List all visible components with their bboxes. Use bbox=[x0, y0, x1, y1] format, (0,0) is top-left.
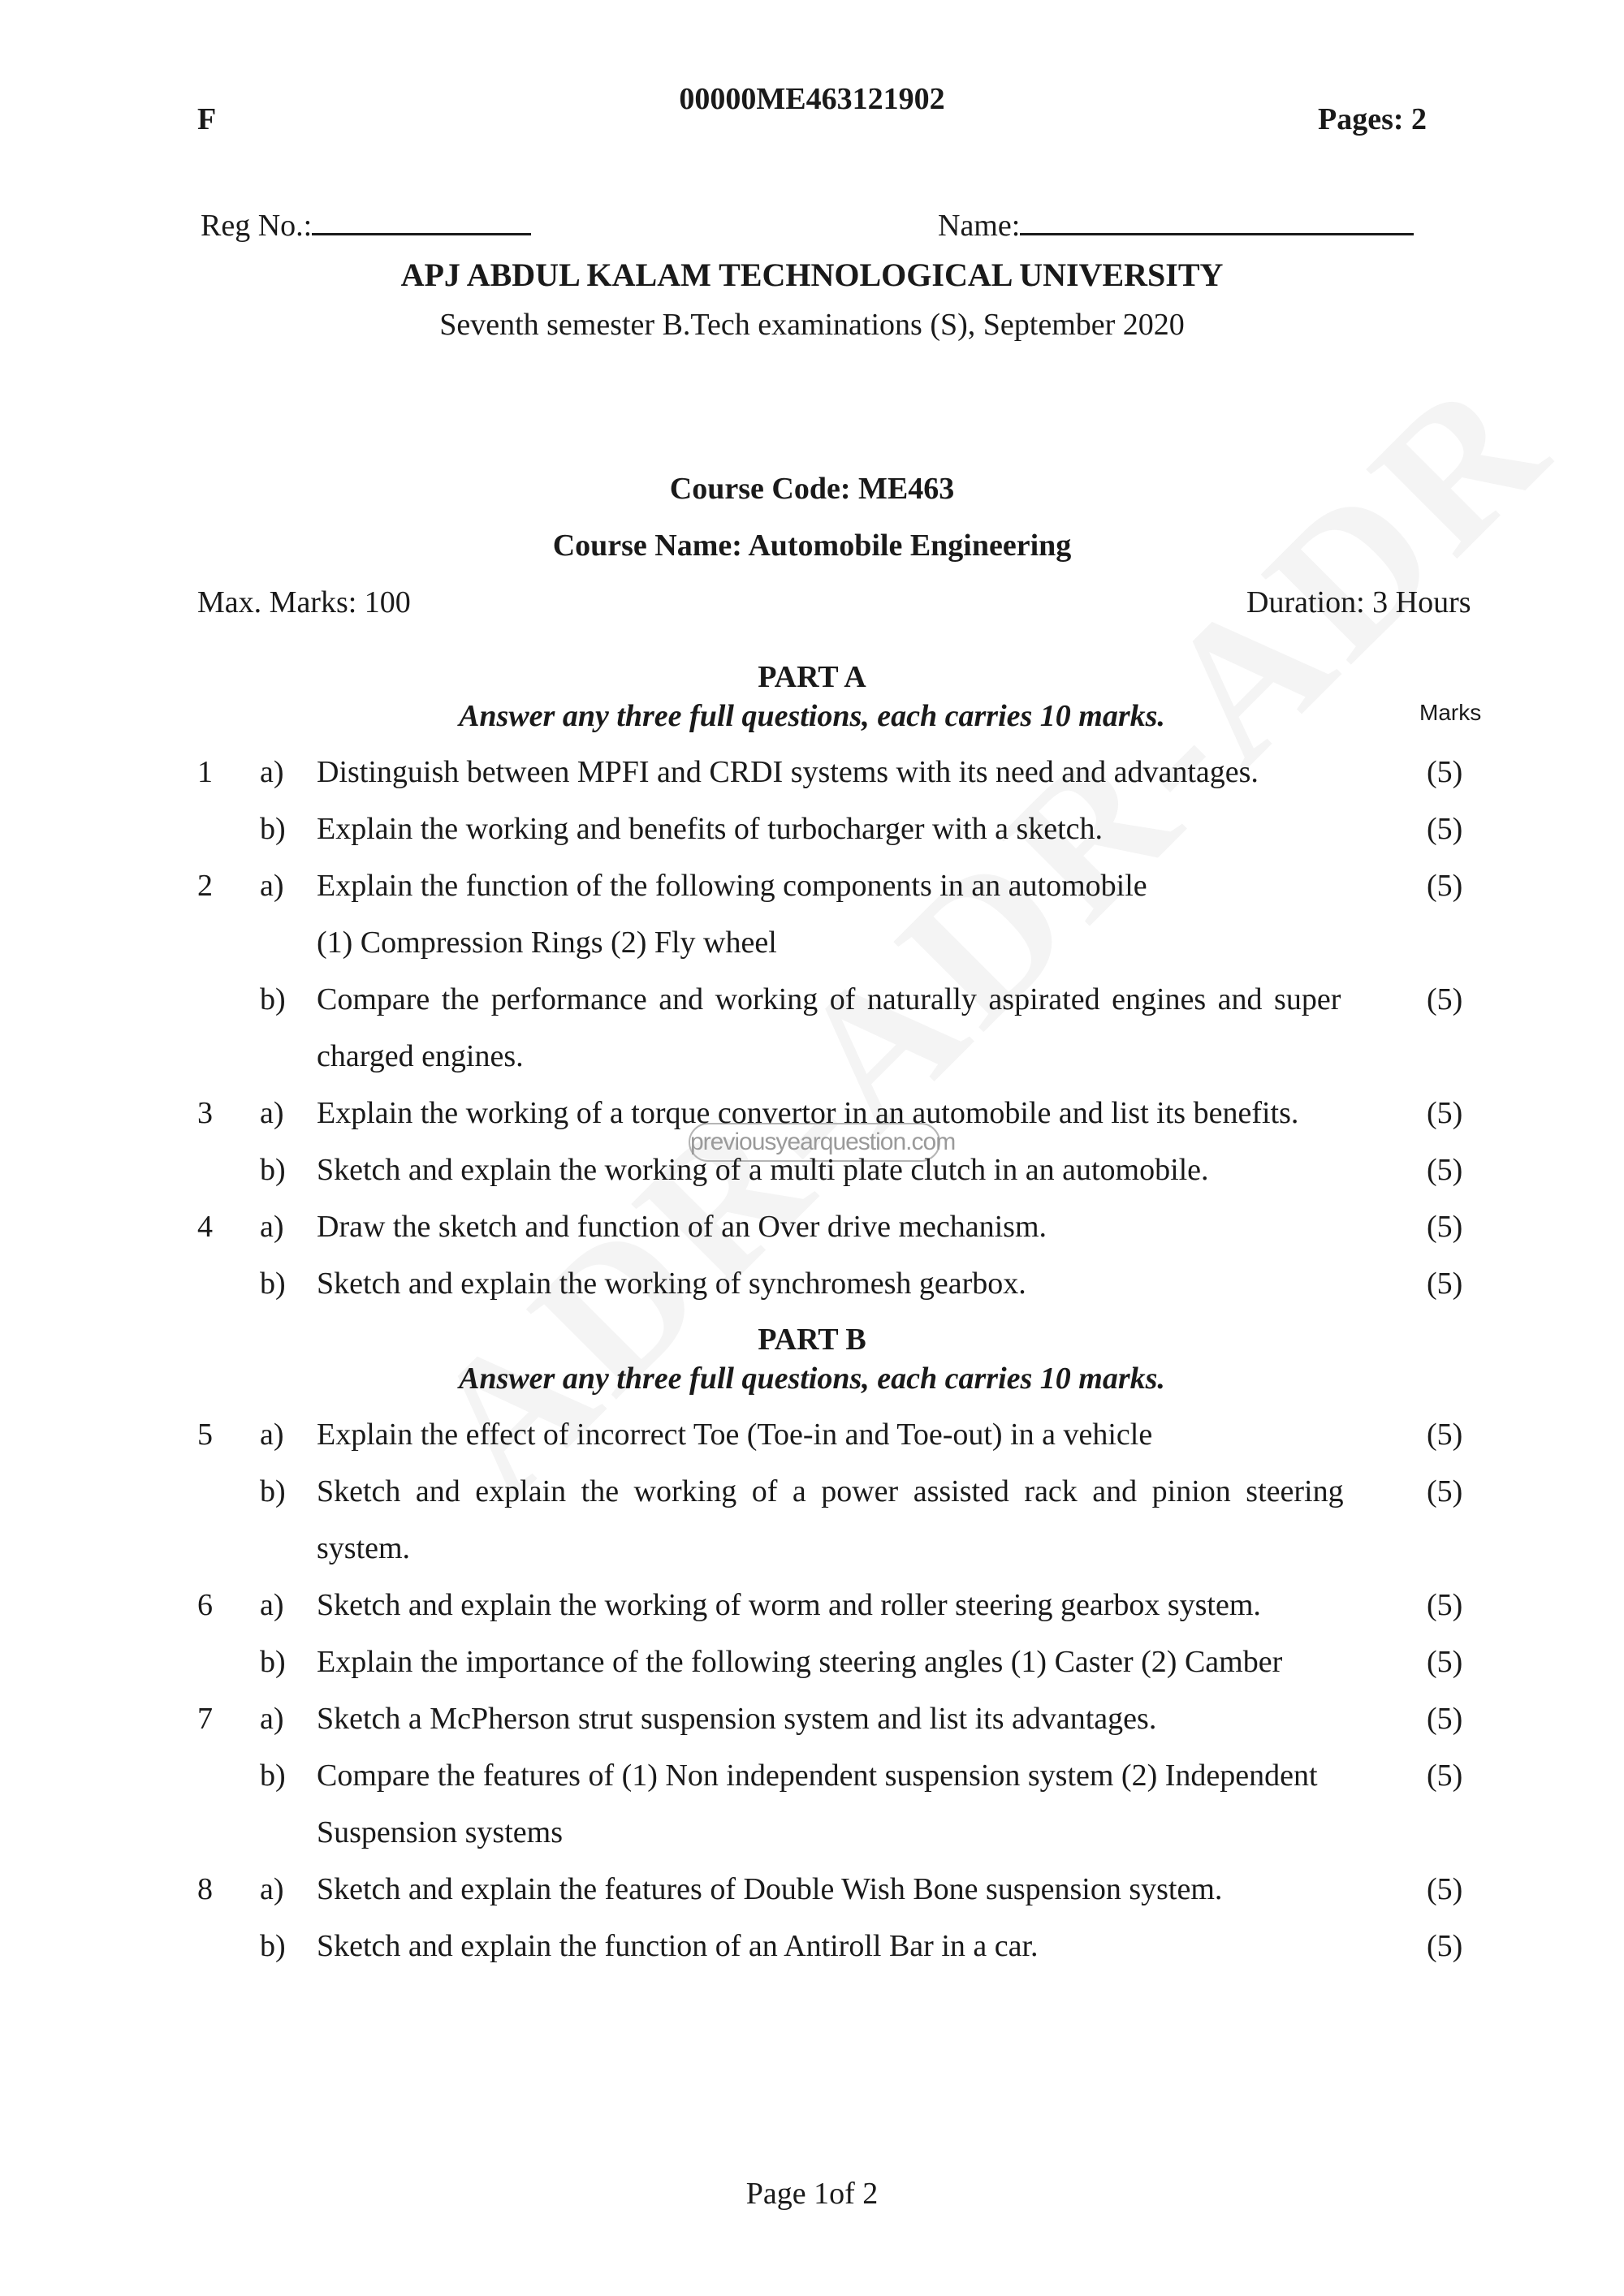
question-marks: (5) bbox=[1427, 1702, 1463, 1736]
part-b-instruction: Answer any three full questions, each carries 10 marks. bbox=[459, 1362, 1165, 1396]
question-text: Explain the importance of the following steering angles (1) Caster (2) Camber bbox=[317, 1645, 1283, 1679]
question-number: 8 bbox=[197, 1872, 213, 1906]
subpart-label: a) bbox=[260, 1702, 284, 1736]
question-number: 2 bbox=[197, 869, 213, 903]
question-text: Sketch a McPherson strut suspension system and list its advantages. bbox=[317, 1702, 1157, 1736]
reg-no-field[interactable] bbox=[201, 207, 531, 244]
site-stamp: previousyearquestion.com bbox=[689, 1123, 940, 1162]
part-b-title: PART B bbox=[758, 1323, 866, 1357]
name-label: Name: bbox=[938, 209, 1021, 243]
subpart-label: b) bbox=[260, 1759, 286, 1793]
question-text: Compare the performance and working of naturally aspirated engines and super bbox=[317, 982, 1341, 1016]
question-marks: (5) bbox=[1427, 1759, 1463, 1793]
question-marks: (5) bbox=[1427, 1588, 1463, 1622]
question-marks: (5) bbox=[1427, 1210, 1463, 1244]
question-marks: (5) bbox=[1427, 1153, 1463, 1187]
question-number: 4 bbox=[197, 1210, 213, 1244]
question-marks: (5) bbox=[1427, 755, 1463, 789]
question-number: 3 bbox=[197, 1096, 213, 1130]
subpart-label: b) bbox=[260, 1474, 286, 1508]
subpart-label: b) bbox=[260, 1153, 286, 1187]
course-name: Course Name: Automobile Engineering bbox=[552, 529, 1072, 563]
subpart-label: a) bbox=[260, 1418, 284, 1452]
question-number: 1 bbox=[197, 755, 213, 789]
subpart-label: b) bbox=[260, 1929, 286, 1963]
question-2b-continued: charged engines. bbox=[317, 1039, 524, 1073]
question-text: Compare the features of (1) Non independent suspension system (2) Independent bbox=[317, 1759, 1318, 1793]
question-text: Explain the effect of incorrect Toe (Toe-in and Toe-out) in a vehicle bbox=[317, 1418, 1153, 1452]
university-title: APJ ABDUL KALAM TECHNOLOGICAL UNIVERSITY bbox=[400, 257, 1224, 293]
question-number: 6 bbox=[197, 1588, 213, 1622]
question-text: Sketch and explain the working of synchromesh gearbox. bbox=[317, 1267, 1026, 1301]
reg-no-blank[interactable] bbox=[312, 207, 531, 235]
exam-title: Seventh semester B.Tech examinations (S), September 2020 bbox=[439, 308, 1185, 342]
question-text: Sketch and explain the working of a multi plate clutch in an automobile. bbox=[317, 1153, 1209, 1187]
subpart-label: b) bbox=[260, 1645, 286, 1679]
question-7b-continued: Suspension systems bbox=[317, 1815, 563, 1849]
question-text: Explain the working and benefits of turbocharger with a sketch. bbox=[317, 812, 1104, 846]
page-footer: Page 1of 2 bbox=[745, 2177, 879, 2211]
question-marks: (5) bbox=[1427, 1096, 1463, 1130]
question-marks: (5) bbox=[1427, 1929, 1463, 1963]
name-blank[interactable] bbox=[1020, 207, 1414, 235]
max-marks: Max. Marks: 100 bbox=[197, 585, 411, 619]
question-text: Sketch and explain the working of a power assisted rack and pinion steering bbox=[317, 1474, 1344, 1508]
subpart-label: b) bbox=[260, 1267, 286, 1301]
subpart-label: b) bbox=[260, 812, 286, 846]
question-text: Explain the working of a torque convertor in an automobile and list its benefits. bbox=[317, 1096, 1299, 1130]
question-text: Sketch and explain the working of worm and roller steering gearbox system. bbox=[317, 1588, 1261, 1622]
question-marks: (5) bbox=[1427, 812, 1463, 846]
question-marks: (5) bbox=[1427, 869, 1463, 903]
question-number: 5 bbox=[197, 1418, 213, 1452]
subpart-label: a) bbox=[260, 1096, 284, 1130]
question-marks: (5) bbox=[1427, 982, 1463, 1016]
marks-column-header: Marks bbox=[1419, 700, 1482, 725]
subpart-label: a) bbox=[260, 869, 284, 903]
subpart-label: a) bbox=[260, 1210, 284, 1244]
page-count: Pages: 2 bbox=[1318, 102, 1427, 136]
question-marks: (5) bbox=[1427, 1474, 1463, 1508]
course-code: Course Code: ME463 bbox=[669, 472, 955, 506]
name-field[interactable] bbox=[938, 207, 1414, 244]
question-marks: (5) bbox=[1427, 1418, 1463, 1452]
question-text: Sketch and explain the features of Double Wish Bone suspension system. bbox=[317, 1872, 1223, 1906]
part-a-instruction: Answer any three full questions, each carries 10 marks. bbox=[459, 699, 1165, 733]
question-marks: (5) bbox=[1427, 1645, 1463, 1679]
question-text: Distinguish between MPFI and CRDI systems with its need and advantages. bbox=[317, 755, 1259, 789]
set-letter: F bbox=[197, 102, 217, 136]
question-5b-continued: system. bbox=[317, 1531, 411, 1565]
subpart-label: a) bbox=[260, 1588, 284, 1622]
question-2a-continued: (1) Compression Rings (2) Fly wheel bbox=[317, 926, 777, 960]
question-marks: (5) bbox=[1427, 1872, 1463, 1906]
question-text: Explain the function of the following components in an automobile bbox=[317, 869, 1147, 903]
reg-no-label: Reg No.: bbox=[201, 209, 313, 243]
question-text: Sketch and explain the function of an Antiroll Bar in a car. bbox=[317, 1929, 1039, 1963]
duration: Duration: 3 Hours bbox=[1246, 585, 1471, 619]
subpart-label: a) bbox=[260, 755, 284, 789]
paper-code: 00000ME463121902 bbox=[679, 82, 945, 116]
subpart-label: a) bbox=[260, 1872, 284, 1906]
question-text: Draw the sketch and function of an Over drive mechanism. bbox=[317, 1210, 1047, 1244]
question-marks: (5) bbox=[1427, 1267, 1463, 1301]
part-a-title: PART A bbox=[758, 660, 866, 694]
question-number: 7 bbox=[197, 1702, 213, 1736]
subpart-label: b) bbox=[260, 982, 286, 1016]
